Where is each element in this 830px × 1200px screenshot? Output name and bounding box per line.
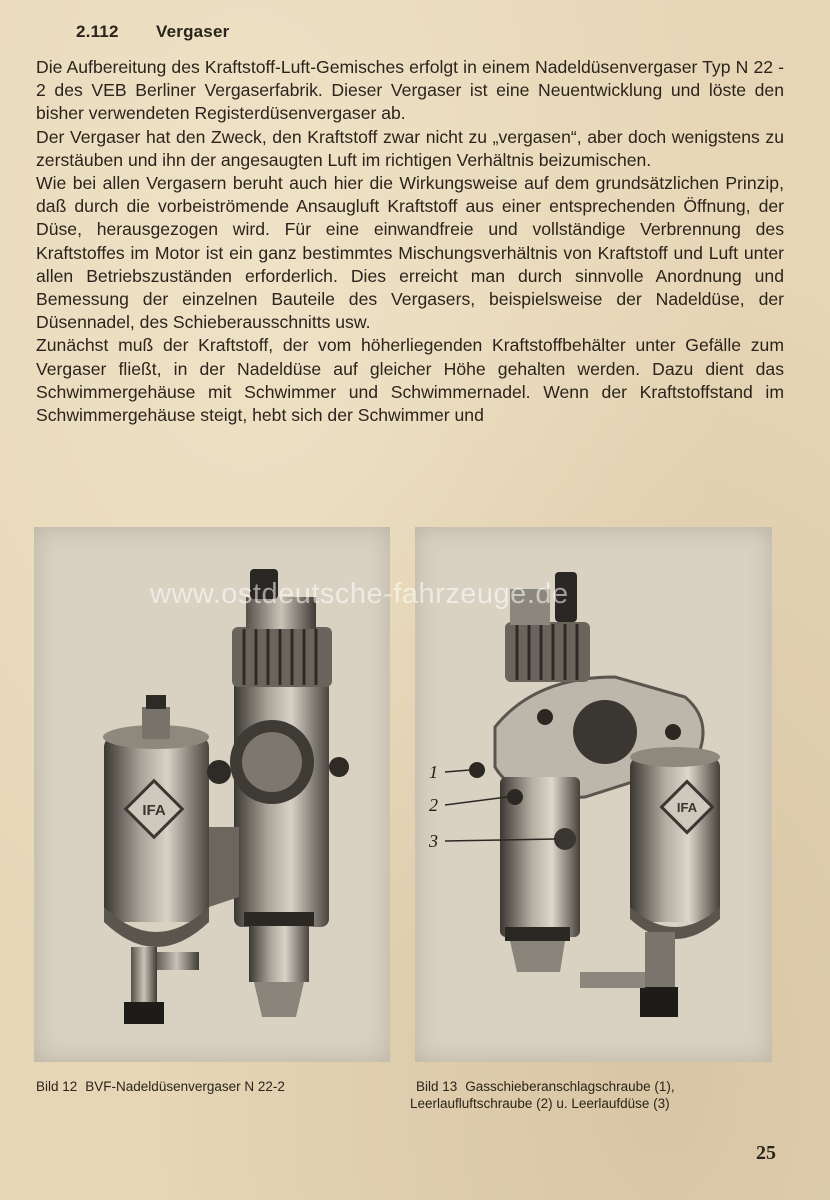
- figure-caption-13: [410, 1078, 790, 1112]
- svg-text:IFA: IFA: [142, 802, 166, 819]
- paragraph: Die Aufbereitung des Kraftstoff-Luft-Gemisches erfolgt in einem Nadeldüsenvergaser Typ N 22 - 2 des VEB Berliner Vergaserfabrik. Dieser Vergaser ist eine Neuentwicklung und löste den bisher verwendeten Registerdüsenvergaser ab.: [36, 57, 784, 124]
- callout-1: 1: [429, 762, 438, 782]
- watermark: www.ostdeutsche-fahrzeuge.de: [150, 578, 569, 610]
- paragraph: Der Vergaser hat den Zweck, den Kraftstoff zwar nicht zu „vergasen“, aber doch wenigstens zu zerstäuben und ihn der angesaugten Luft im richtigen Verhältnis beizumischen.: [36, 126, 784, 170]
- section-number: 2.112: [76, 22, 119, 41]
- paragraph: Wie bei allen Vergasern beruht auch hier die Wirkungsweise auf dem grundsätzlichen Prinzip, daß durch die vorbeiströmende Ansaugluft Kraftstoff aus einer entsprechenden Öffnung, der Düse, herausgezogen wird. Für eine einwandfreie und vollständige Verbrennung des Kraftstoffes im Motor ist ein ganz bestimmtes Mischungsverhältnis von Kraftstoff und Luft unter allen Betriebszuständen erforderlich. Dies erreicht man durch sinnvolle Anordnung und Bemessung der einzelnen Bauteile des Vergasers, beispielsweise der Nadeldüse, der Düsennadel, des Schieberausschnitts usw.: [36, 173, 784, 333]
- section-title: Vergaser: [156, 22, 230, 41]
- svg-text:IFA: IFA: [676, 800, 698, 815]
- callout-3: 3: [429, 831, 438, 851]
- figure-caption-text: BVF-Nadeldüsenvergaser N 22-2: [85, 1079, 285, 1094]
- figure-caption-text: Gasschieberanschlagschraube (1),: [465, 1079, 675, 1094]
- figure-label: Bild 12: [36, 1079, 78, 1094]
- callout-2: 2: [429, 795, 438, 815]
- figure-caption-text: Leerlaufluftschraube (2) u. Leerlaufdüse (3): [410, 1096, 670, 1111]
- figure-label: Bild 13: [416, 1079, 458, 1094]
- section-heading: [76, 22, 229, 42]
- figure-caption-12: [36, 1078, 285, 1095]
- page-number: 25: [756, 1142, 776, 1164]
- body-text: [36, 56, 784, 427]
- paragraph: Zunächst muß der Kraftstoff, der vom höherliegenden Kraftstoffbehälter unter Gefälle zum Vergaser fließt, in der Nadeldüse auf gleicher Höhe gehalten werden. Dazu dient das Schwimmergehäuse mit Schwimmer und Schwimmernadel. Wenn der Kraftstoffstand im Schwimmergehäuse steigt, hebt sich der Schwimmer und: [36, 335, 784, 426]
